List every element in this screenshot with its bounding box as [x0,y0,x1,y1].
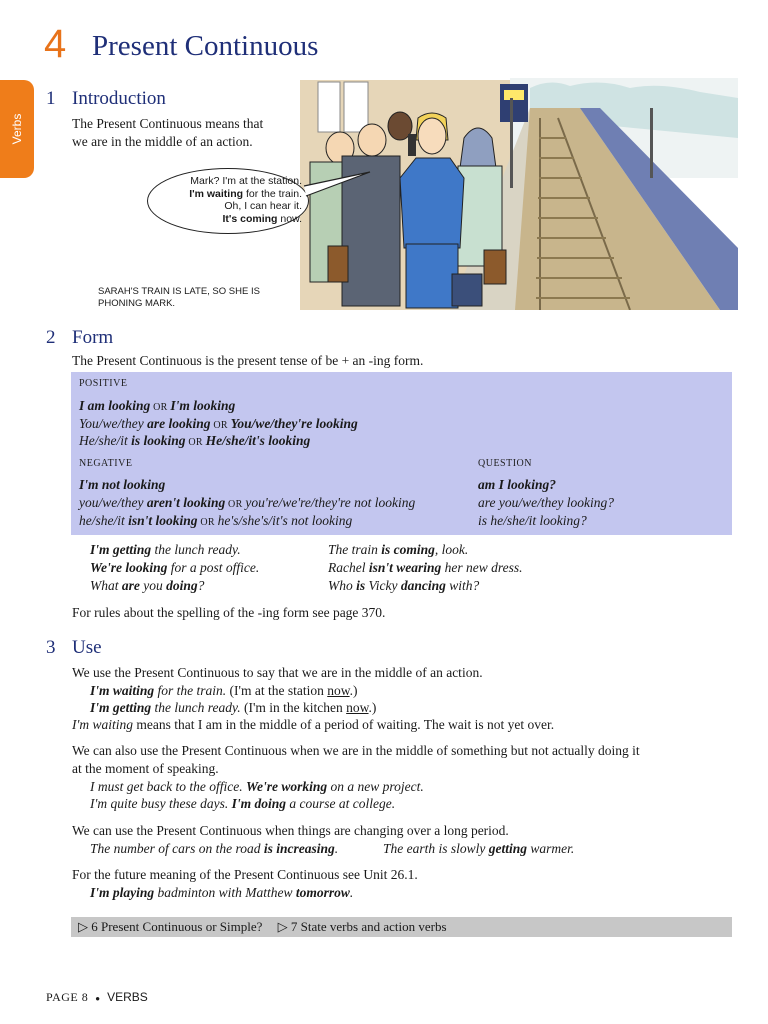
unit-title: Present Continuous [92,30,319,62]
use-example-3: I must get back to the office. We're working on a new project. [90,779,424,794]
use-paragraph-3: We can use the Present Continuous when things are changing over a long period. [72,823,509,838]
use-paragraph-1: We use the Present Continuous to say that we are in the middle of an action. [72,665,483,680]
form-example-right-1: The train is coming, look. [328,542,469,557]
intro-line-1: The Present Continuous means that [72,116,264,131]
window-right [344,82,368,132]
sarah-head [418,118,446,154]
use-example-5: The number of cars on the road is increasing. [90,841,339,856]
form-example-right-3: Who is Vicky dancing with? [328,578,480,593]
section-1-title: Introduction [72,88,166,109]
question-line-1: am I looking? [478,477,557,492]
question-label: QUESTION [478,458,532,469]
form-example-left-1: I'm getting the lunch ready. [90,542,241,557]
use-example-4: I'm quite busy these days. I'm doing a course at college. [90,796,396,811]
negative-line-1: I'm not looking [79,477,166,492]
section-2-number: 2 [46,327,56,348]
sarah-jacket [400,158,464,248]
spelling-note: For rules about the spelling of the -ing form see page 370. [72,605,386,620]
cross-ref-link-1[interactable]: ▷ 6 Present Continuous or Simple? [78,919,263,934]
positive-line-3: He/she/it is looking OR He/she/it's looking [79,433,311,448]
use-paragraph-2-line-1: We can also use the Present Continuous when we are in the middle of something but not actually doing it [72,743,640,758]
phone [408,134,416,156]
footer-section: VERBS [107,990,148,1004]
use-paragraph-2-line-2: at the moment of speaking. [72,761,219,776]
section-2-title: Form [72,327,114,348]
sarah-skirt [406,244,458,308]
bubble-text: Mark? I'm at the station. I'm waiting for the train. Oh, I can hear it. It's coming now. [189,175,302,225]
page-number: PAGE 8 [46,990,89,1004]
negative-line-2: you/we/they aren't looking OR you're/we're/they're not looking [79,495,416,510]
unit-number: 4 [44,22,67,66]
intro-line-2: we are in the middle of an action. [72,134,253,149]
use-paragraph-1b: I'm waiting means that I am in the middle of a period of waiting. The wait is not yet over. [72,717,555,732]
negative-label: NEGATIVE [79,458,133,469]
use-example-6: The earth is slowly getting warmer. [383,841,575,856]
use-example-2: I'm getting the lunch ready. (I'm in the kitchen now.) [90,700,377,715]
page-footer [46,990,148,1005]
section-3-number: 3 [46,637,56,658]
use-example-1: I'm waiting for the train. (I'm at the station now.) [90,683,358,698]
form-intro: The Present Continuous is the present tense of be + an -ing form. [72,353,424,368]
arrow-icon: ▷ [277,919,288,934]
bubble-tail [300,170,380,200]
section-3-title: Use [72,637,102,658]
form-example-left-3: What are you doing? [90,578,205,593]
question-line-3: is he/she/it looking? [478,513,587,528]
cross-reference-text [78,919,447,935]
positive-label: POSITIVE [79,378,128,389]
cross-ref-link-2[interactable]: ▷ 7 State verbs and action verbs [277,919,447,934]
side-tab [0,80,34,178]
train [500,84,528,122]
question-line-2: are you/we/they looking? [478,495,614,510]
use-example-7: I'm playing badminton with Matthew tomorrow. [90,885,354,900]
bullet-icon: ● [95,994,101,1003]
window-left [318,82,340,132]
arrow-icon: ▷ [78,919,88,934]
use-paragraph-4: For the future meaning of the Present Continuous see Unit 26.1. [72,867,418,882]
positive-line-1: I am looking OR I'm looking [79,398,236,413]
illustration-caption: SARAH'S TRAIN IS LATE, SO SHE IS PHONING MARK. [98,286,260,309]
form-example-right-2: Rachel isn't wearing her new dress. [328,560,523,575]
form-example-left-2: We're looking for a post office. [90,560,260,575]
person-head-2 [358,124,386,156]
negative-line-3: he/she/it isn't looking OR he's/she's/it's not looking [79,513,353,528]
positive-line-2: You/we/they are looking OR You/we/they're looking [79,416,358,431]
section-1-number: 1 [46,88,56,109]
side-tab-label: Verbs [10,113,24,145]
